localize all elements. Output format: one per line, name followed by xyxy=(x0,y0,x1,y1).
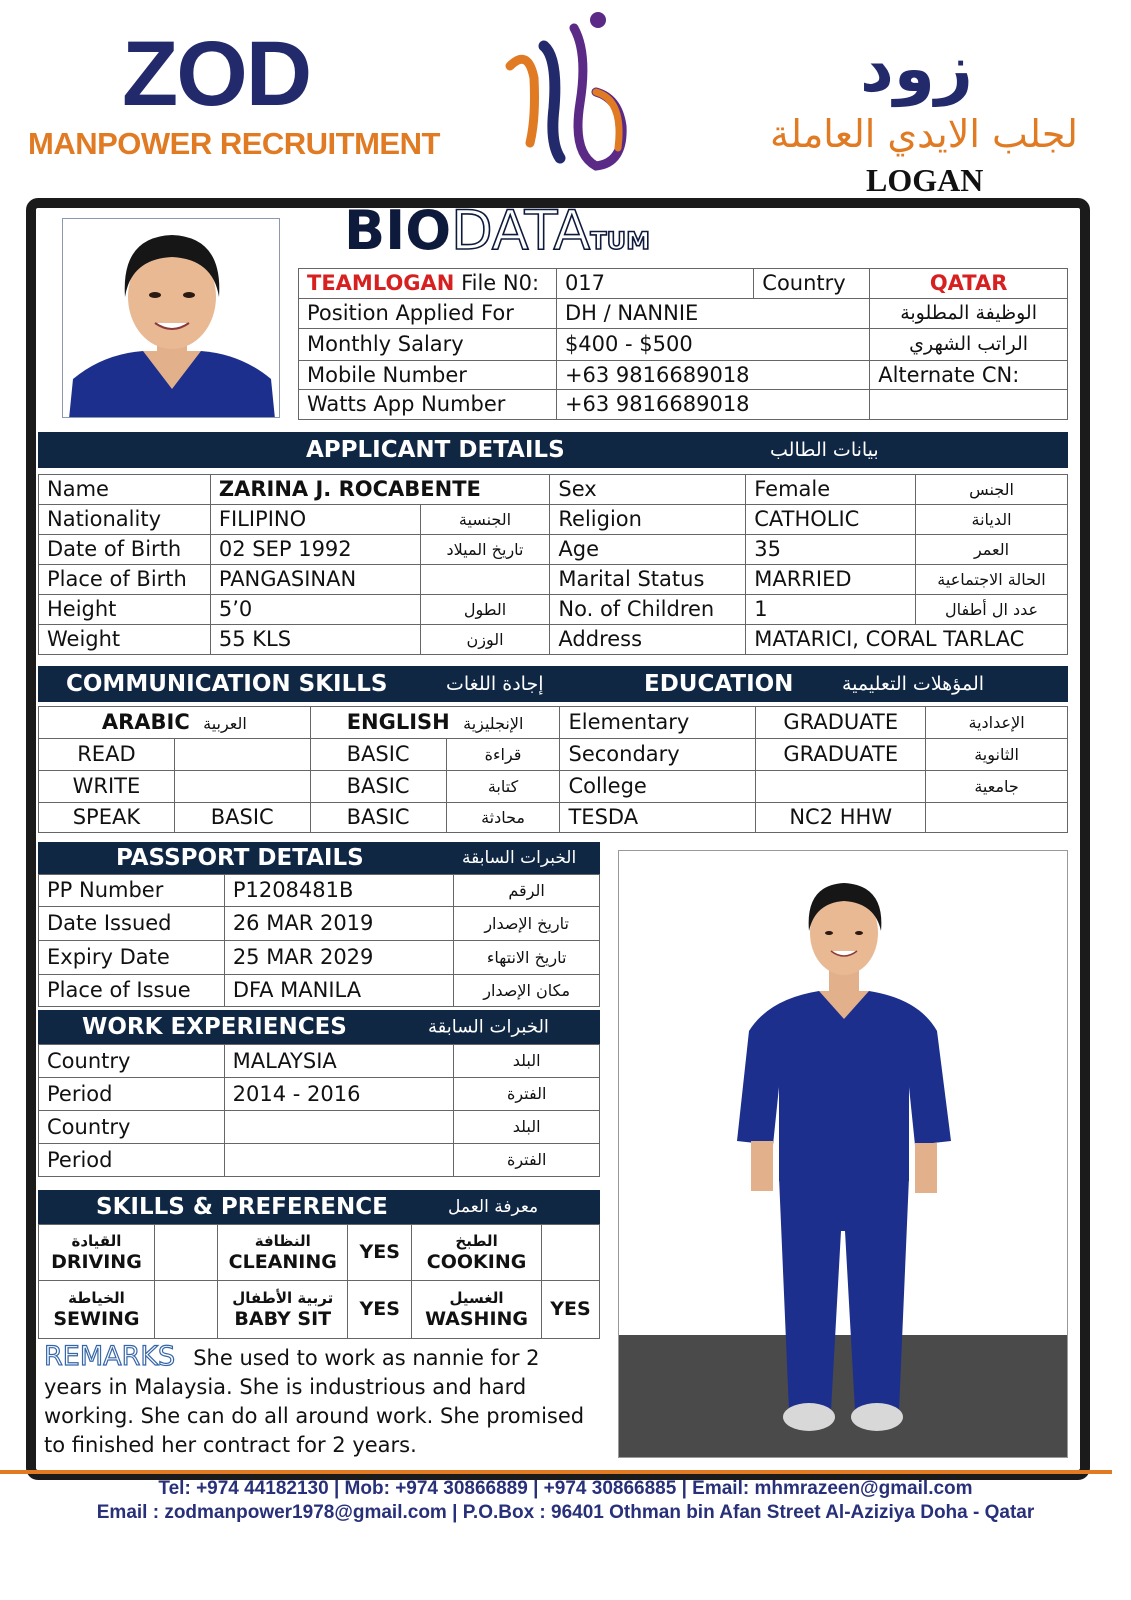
country-value: QATAR xyxy=(870,269,1068,299)
remarks-label: REMARKS xyxy=(44,1341,176,1372)
write-english-value: BASIC xyxy=(310,771,446,803)
height-value: 5’0 xyxy=(210,595,420,625)
salary-label-ar: الراتب الشهري xyxy=(870,329,1068,361)
date-issued-label: Date Issued xyxy=(39,907,225,941)
driving-label-ar: القيادة xyxy=(71,1231,122,1250)
dob-value: 02 SEP 1992 xyxy=(210,535,420,565)
remarks-text: She used to work as nannie for 2 years in Malaysia. She is industrious and hard working. She can do all around work. She promised to finished her contract for 2 years. xyxy=(44,1346,585,1457)
applicant-full-photo xyxy=(618,850,1068,1458)
date-issued-label-ar: تاريخ الإصدار xyxy=(454,907,600,941)
children-label: No. of Children xyxy=(550,595,746,625)
arabic-label: ARABIC xyxy=(101,710,190,734)
work-table xyxy=(38,1044,600,1177)
salary-label: Monthly Salary xyxy=(299,329,557,361)
mobile-label: Mobile Number xyxy=(299,361,557,390)
dob-label-ar: تاريخ الميلاد xyxy=(420,535,550,565)
write-label: WRITE xyxy=(39,771,175,803)
children-label-ar: عدد ال أطفال xyxy=(916,595,1068,625)
arabic-label-ar: العربية xyxy=(203,714,247,733)
driving-label: DRIVING xyxy=(51,1250,142,1273)
brand-subtitle: MANPOWER RECRUITMENT xyxy=(28,126,440,161)
marital-label-ar: الحالة الاجتماعية xyxy=(916,565,1068,595)
nationality-value: FILIPINO xyxy=(210,505,420,535)
religion-label-ar: الديانة xyxy=(916,505,1068,535)
passport-heading-ar: الخبرات السابقة xyxy=(462,848,577,868)
secondary-value: GRADUATE xyxy=(756,739,926,771)
work-country-1-value: MALAYSIA xyxy=(224,1045,454,1078)
brand-logo-text: ZOD xyxy=(122,23,311,125)
tesda-value: NC2 HHW xyxy=(756,803,926,833)
comm-education-header xyxy=(38,666,1068,702)
comm-education-table xyxy=(38,706,1068,833)
work-country-2-label-ar: البلد xyxy=(454,1111,600,1144)
position-label: Position Applied For xyxy=(299,299,557,329)
name-label: Name xyxy=(39,475,211,505)
sex-value: Female xyxy=(746,475,916,505)
applicant-heading-ar: بيانات الطالب xyxy=(770,439,879,461)
children-value: 1 xyxy=(746,595,916,625)
work-period-2-label-ar: الفترة xyxy=(454,1144,600,1177)
height-label: Height xyxy=(39,595,211,625)
name-value: ZARINA J. ROCABENTE xyxy=(210,475,550,505)
whatsapp-value: +63 9816689018 xyxy=(556,390,869,420)
work-heading-ar: الخبرات السابقة xyxy=(428,1016,549,1038)
work-country-1-label: Country xyxy=(39,1045,225,1078)
age-label: Age xyxy=(550,535,746,565)
comm-heading: COMMUNICATION SKILLS xyxy=(66,671,388,697)
cooking-label-ar: الطبخ xyxy=(455,1231,498,1250)
skills-heading: SKILLS & PREFERENCE xyxy=(96,1194,388,1220)
pp-number-value: P1208481B xyxy=(224,875,453,907)
read-english-value: BASIC xyxy=(310,739,446,771)
alternate-cn-label: Alternate CN: xyxy=(870,361,1068,390)
skills-heading-ar: معرفة العمل xyxy=(448,1197,539,1217)
pp-number-label-ar: الرقم xyxy=(454,875,600,907)
read-label: READ xyxy=(39,739,175,771)
position-value: DH / NANNIE xyxy=(556,299,869,329)
cleaning-value: YES xyxy=(348,1225,412,1281)
work-country-2-label: Country xyxy=(39,1111,225,1144)
nationality-label: Nationality xyxy=(39,505,211,535)
brand-arabic-logo: زود xyxy=(860,30,973,107)
sex-label: Sex xyxy=(550,475,746,505)
washing-value: YES xyxy=(541,1281,599,1339)
speak-english-value: BASIC xyxy=(310,803,446,833)
read-label-ar: قراءة xyxy=(446,739,560,771)
religion-label: Religion xyxy=(550,505,746,535)
pp-number-label: PP Number xyxy=(39,875,225,907)
speak-label-ar: محادثة xyxy=(446,803,560,833)
teamlogan-label: TEAMLOGAN xyxy=(307,271,455,295)
english-label: ENGLISH xyxy=(346,710,450,734)
washing-label-ar: الغسيل xyxy=(449,1288,504,1307)
comm-heading-ar: إجادة اللغات xyxy=(446,673,544,695)
sewing-label-ar: الخياطة xyxy=(68,1288,125,1307)
address-label: Address xyxy=(550,625,746,655)
applicant-table xyxy=(38,474,1068,655)
speak-arabic-value: BASIC xyxy=(174,803,310,833)
speak-label: SPEAK xyxy=(39,803,175,833)
skills-header xyxy=(38,1190,600,1224)
elementary-label: Elementary xyxy=(560,707,756,739)
passport-header xyxy=(38,842,600,874)
work-period-1-label: Period xyxy=(39,1078,225,1111)
pob-label: Place of Birth xyxy=(39,565,211,595)
footer-contact-line-1: Tel: +974 44182130 | Mob: +974 30866889 | +974 30866885 | Email: mhmrazeen@gmail.com xyxy=(158,1478,973,1499)
edu-heading-ar: المؤهلات التعليمية xyxy=(842,673,985,695)
washing-label: WASHING xyxy=(425,1307,529,1330)
work-heading: WORK EXPERIENCES xyxy=(82,1014,347,1040)
whatsapp-label: Watts App Number xyxy=(299,390,557,420)
elementary-label-ar: الإعدادية xyxy=(926,707,1068,739)
position-label-ar: الوظيفة المطلوبة xyxy=(870,299,1068,329)
footer-divider xyxy=(0,1470,1112,1474)
edu-heading: EDUCATION xyxy=(644,671,794,697)
work-country-1-label-ar: البلد xyxy=(454,1045,600,1078)
salary-value: $400 - $500 xyxy=(556,329,869,361)
place-of-issue-label: Place of Issue xyxy=(39,975,225,1007)
brand-logan: LOGAN xyxy=(866,162,984,198)
passport-heading: PASSPORT DETAILS xyxy=(116,845,364,871)
remarks xyxy=(44,1342,600,1460)
college-label: College xyxy=(560,771,756,803)
college-label-ar: جامعية xyxy=(926,771,1068,803)
age-value: 35 xyxy=(746,535,916,565)
age-label-ar: العمر xyxy=(916,535,1068,565)
file-no-value: 017 xyxy=(556,269,753,299)
weight-label: Weight xyxy=(39,625,211,655)
applicant-headshot xyxy=(62,218,280,418)
cooking-label: COOKING xyxy=(426,1250,527,1273)
marital-label: Marital Status xyxy=(550,565,746,595)
write-label-ar: كتابة xyxy=(446,771,560,803)
date-issued-value: 26 MAR 2019 xyxy=(224,907,453,941)
english-label-ar: الإنجليزية xyxy=(463,714,524,733)
marital-value: MARRIED xyxy=(746,565,916,595)
sex-label-ar: الجنس xyxy=(916,475,1068,505)
babysit-label: BABY SIT xyxy=(234,1307,332,1330)
address-value: MATARICI, CORAL TARLAC xyxy=(746,625,1068,655)
sewing-label: SEWING xyxy=(53,1307,140,1330)
weight-label-ar: الوزن xyxy=(420,625,550,655)
work-period-2-label: Period xyxy=(39,1144,225,1177)
expiry-label-ar: تاريخ الانتهاء xyxy=(454,941,600,975)
religion-value: CATHOLIC xyxy=(746,505,916,535)
tesda-label: TESDA xyxy=(560,803,756,833)
secondary-label: Secondary xyxy=(560,739,756,771)
expiry-label: Expiry Date xyxy=(39,941,225,975)
pob-value: PANGASINAN xyxy=(210,565,420,595)
secondary-label-ar: الثانوية xyxy=(926,739,1068,771)
work-period-1-value: 2014 - 2016 xyxy=(224,1078,454,1111)
info-table xyxy=(298,268,1068,420)
mobile-value: +63 9816689018 xyxy=(556,361,869,390)
babysit-value: YES xyxy=(348,1281,412,1339)
biodata-title: BIODATATUM xyxy=(344,199,651,262)
file-no-label: File N0: xyxy=(461,271,540,295)
passport-table xyxy=(38,874,600,1007)
dob-label: Date of Birth xyxy=(39,535,211,565)
work-experience-header xyxy=(38,1010,600,1044)
elementary-value: GRADUATE xyxy=(756,707,926,739)
brand-arabic-subtitle: لجلب الايدي العاملة xyxy=(770,112,1079,156)
height-label-ar: الطول xyxy=(420,595,550,625)
footer-contact-line-2: Email : zodmanpower1978@gmail.com | P.O.Box : 96401 Othman bin Afan Street Al-Aziziya Doha - Qatar xyxy=(96,1502,1035,1523)
cleaning-label-ar: النظافة xyxy=(254,1231,311,1250)
applicant-heading: APPLICANT DETAILS xyxy=(306,437,565,463)
country-label: Country xyxy=(754,269,870,299)
cleaning-label: CLEANING xyxy=(228,1250,337,1273)
nationality-label-ar: الجنسية xyxy=(420,505,550,535)
expiry-value: 25 MAR 2029 xyxy=(224,941,453,975)
place-of-issue-label-ar: مكان الإصدار xyxy=(454,975,600,1007)
applicant-details-header xyxy=(38,432,1068,468)
weight-value: 55 KLS xyxy=(210,625,420,655)
skills-table xyxy=(38,1224,600,1339)
place-of-issue-value: DFA MANILA xyxy=(224,975,453,1007)
work-period-1-label-ar: الفترة xyxy=(454,1078,600,1111)
babysit-label-ar: تربية الأطفال xyxy=(232,1288,334,1307)
brand-emblem-icon xyxy=(500,8,640,182)
